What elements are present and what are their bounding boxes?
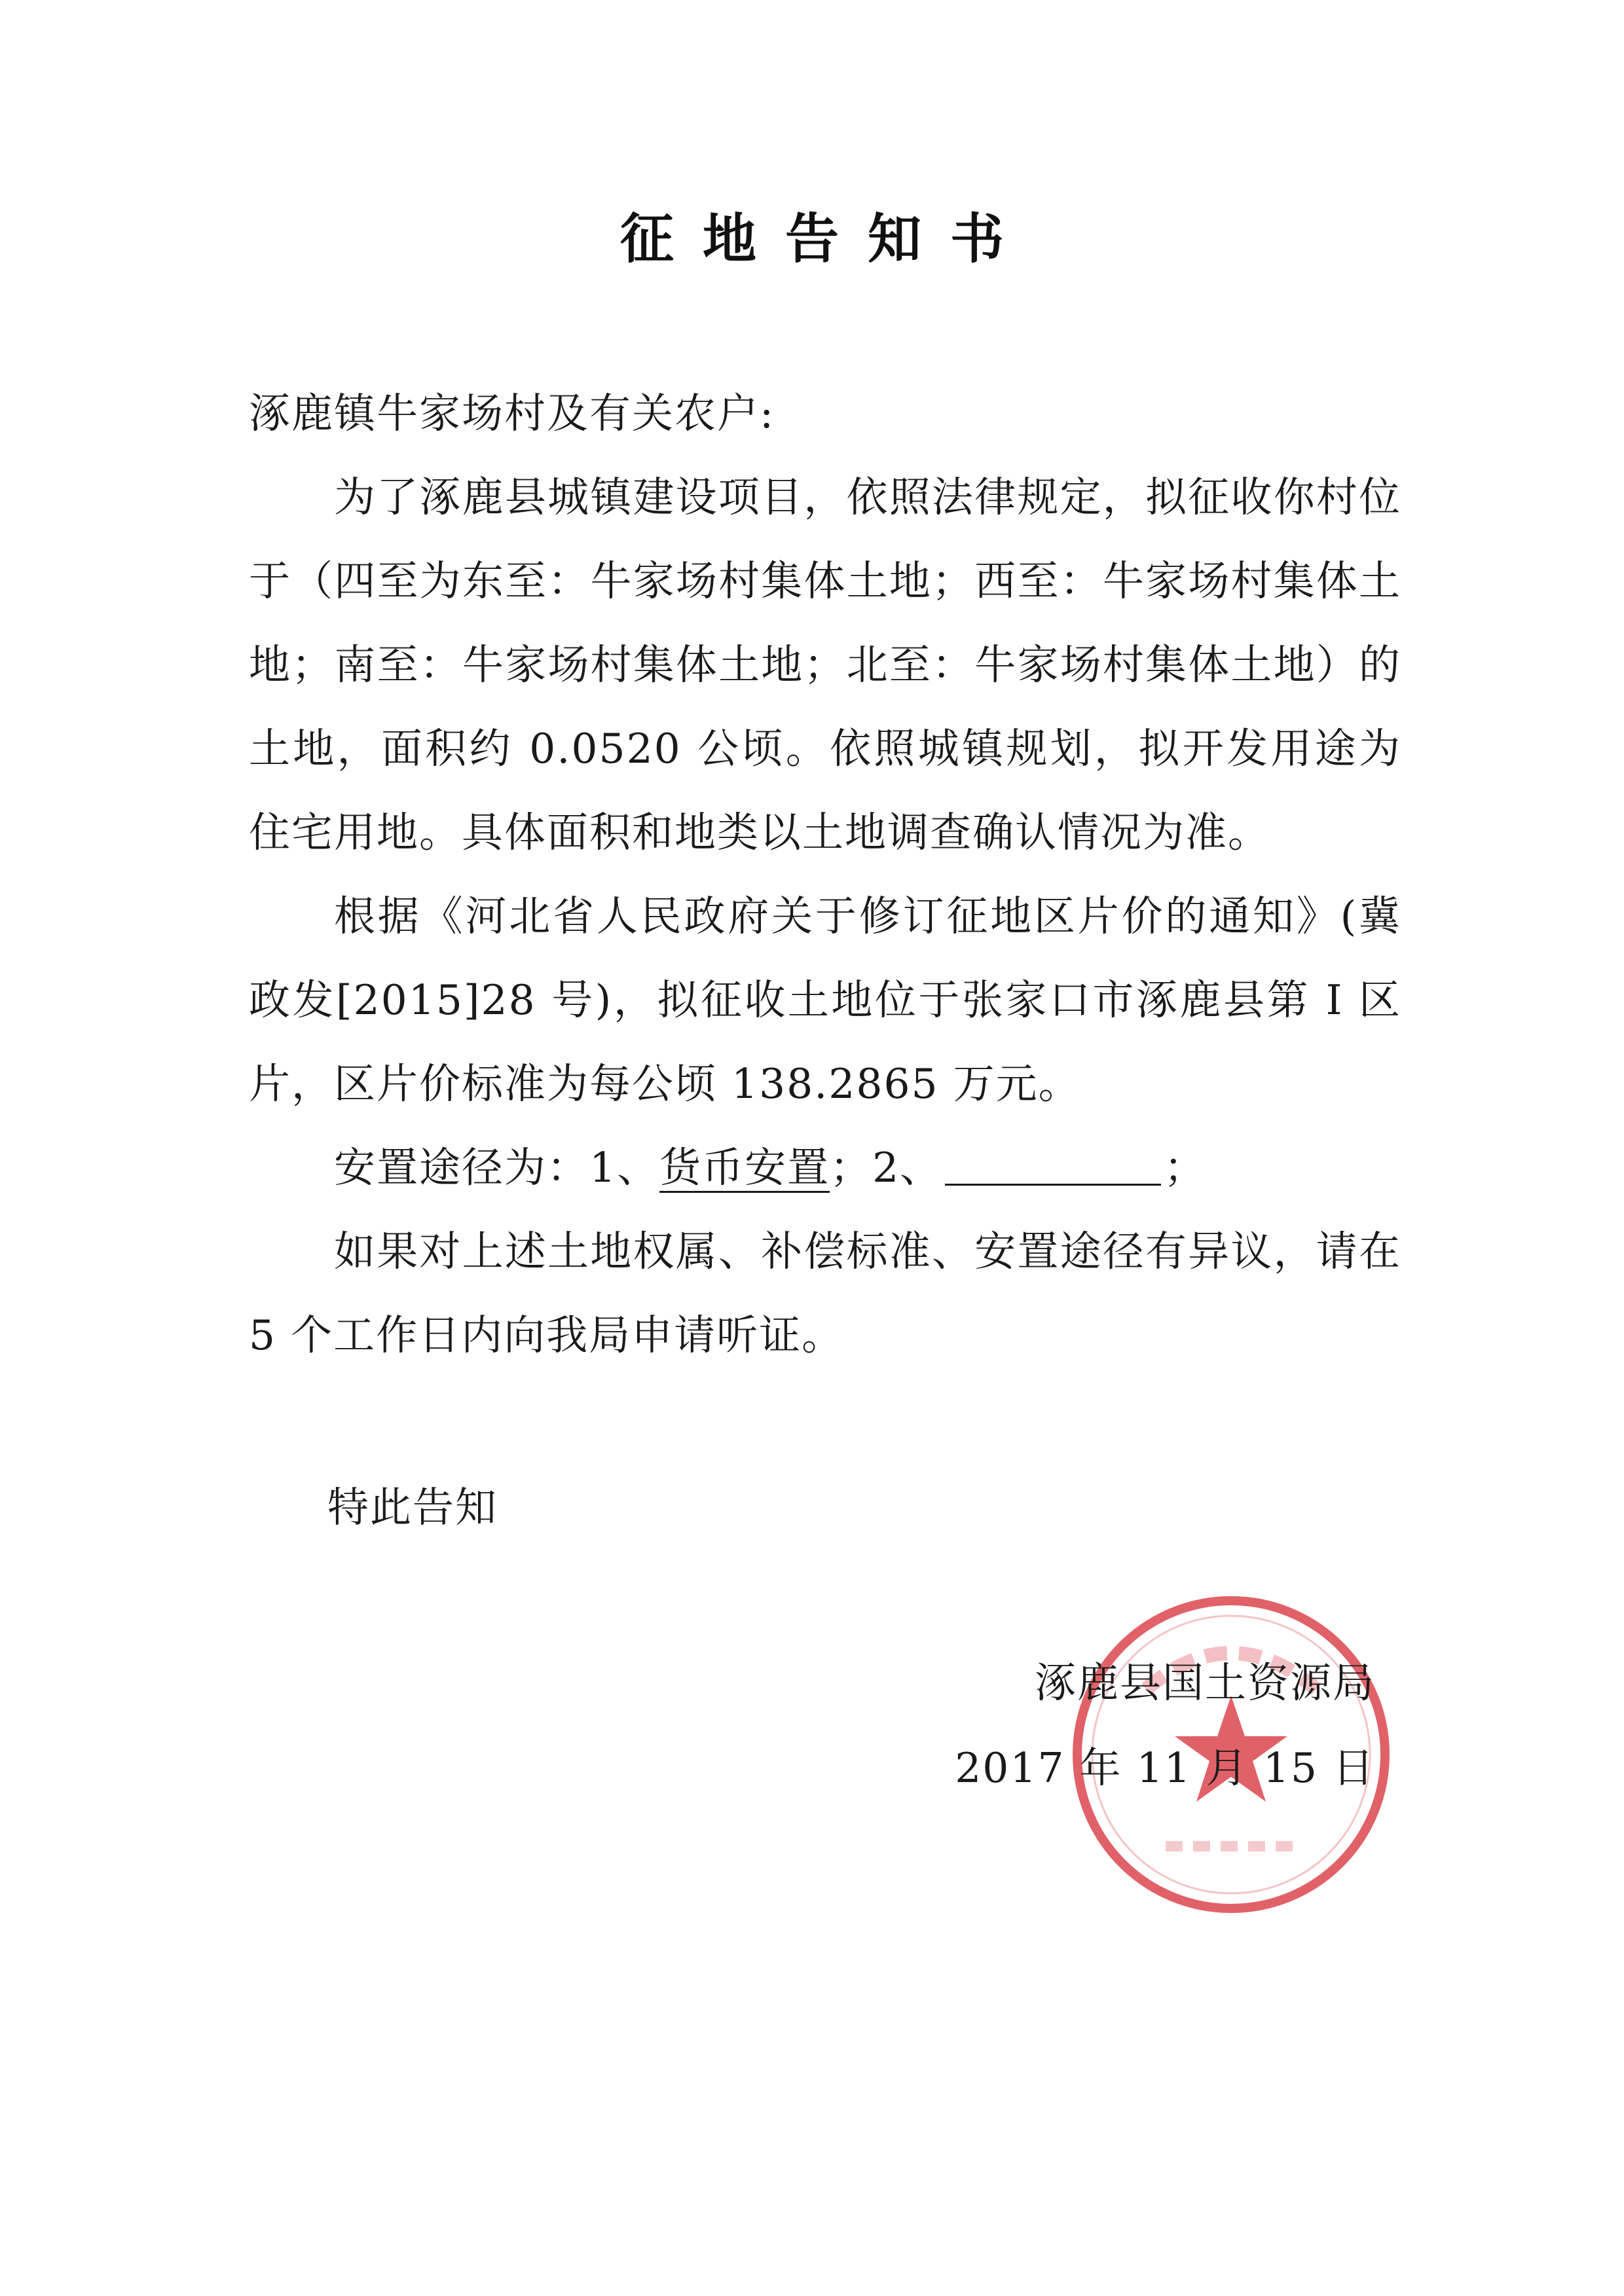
paragraph-hearing: 如果对上述土地权属、补偿标准、安置途径有异议，请在 5 个工作日内向我局申请听证。 [249, 1228, 1401, 1359]
resettlement-option-2-blank [945, 1144, 1161, 1186]
closing-text: 特此告知 [327, 1484, 498, 1531]
issue-date: 2017 年 11 月 15 日 [955, 1744, 1375, 1792]
paragraph-price: 根据《河北省人民政府关于修订征地区片价的通知》(冀政发[2015]28 号)，拟征收土地位于张家口市涿鹿县第 I 区片，区片价标准为每公顷 138.2865 万元。 [249, 892, 1401, 1108]
salutation: 涿鹿镇牛家场村及有关农户: [249, 390, 775, 437]
document-body [249, 372, 1401, 1377]
document-title: 征地告知书 [619, 208, 1033, 270]
resettlement-separator: ；2、 [830, 1144, 943, 1192]
resettlement-option-1: 货币安置 [659, 1144, 830, 1192]
paragraph-resettlement [249, 1126, 1401, 1210]
resettlement-prefix: 安置途径为：1、 [334, 1144, 660, 1192]
resettlement-suffix: ； [1164, 1144, 1207, 1192]
paragraph-project: 为了涿鹿县城镇建设项目，依照法律规定，拟征收你村位于（四至为东至：牛家场村集体土地；西至：牛家场村集体土地；南至：牛家场村集体土地；北至：牛家场村集体土地）的土地，面积约 0.0520 公顷。依照城镇规划，拟开发用途为住宅用地。具体面积和地类以土地调查确认情况为准。 [249, 473, 1401, 856]
issuer-name: 涿鹿县国土资源局 [1035, 1659, 1375, 1707]
